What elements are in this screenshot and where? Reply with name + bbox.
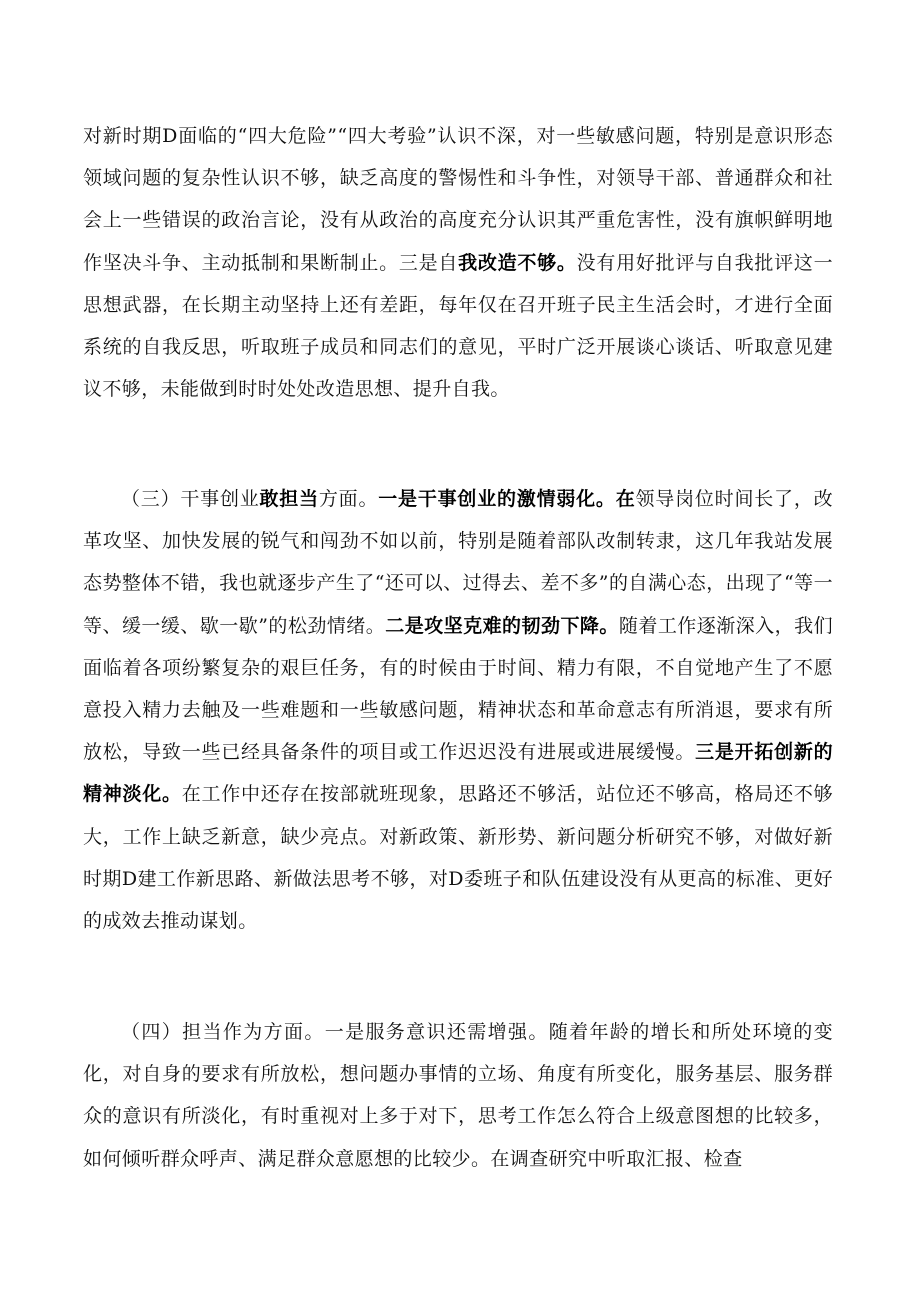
paragraph-1-text-2: 没有用好批评与自我批评这一思想武器，在长期主动坚持上还有差距，每年仅在召开班子民主生活会时，才进行全面系统的自我反思，听取班子成员和同志们的意见，平时广泛开展谈心谈话、听取意见建议不够，未能做到时时处处改造思想、提升自我。 bbox=[83, 251, 834, 401]
paragraph-2-bold-1: 敢担当 bbox=[259, 488, 319, 510]
paragraph-2-bold-4: 三是开拓创新的精神淡化。 bbox=[83, 741, 833, 806]
paragraph-3 bbox=[83, 1011, 833, 1180]
paragraph-2-bold-2: 一是干事创业的激情弱化。在 bbox=[378, 488, 636, 510]
paragraph-1-text-1: 对新时期D面临的“四大危险”“四大考验”认识不深，对一些敏感问题，特别是意识形态领域问题的复杂性认识不够，缺乏高度的警惕性和斗争性，对领导干部、普通群众和社会上一些错误的政治言论，没有从政治的高度充分认识其严重危害性，没有旗帜鲜明地作坚决斗争、主动抵制和果断制止。三是自 bbox=[83, 125, 833, 274]
paragraph-2-text-1: （三）干事创业 bbox=[121, 488, 260, 510]
paragraph-1 bbox=[83, 115, 833, 410]
paragraph-2-bold-3: 二是攻坚克难的韧劲下降。 bbox=[385, 614, 619, 637]
paragraph-2-text-5: 在工作中还存在按部就班现象，思路还不够活，站位还不够高，格局还不够大，工作上缺乏新意，缺少亮点。对新政策、新形势、新问题分析研究不够，对做好新时期D建工作新思路、新做法思考不够，对D委班子和队伍建设没有从更高的标准、更好的成效去推动谋划。 bbox=[83, 783, 833, 933]
paragraph-2-text-4: 随着工作逐渐深入，我们面临着各项纷繁复杂的艰巨任务，有的时候由于时间、精力有限，不自觉地产生了不愿意投入精力去触及一些难题和一些敏感问题，精神状态和革命意志有所消退，要求有所放松，导致一些已经具备条件的项目或工作迟迟没有进展或进展缓慢。 bbox=[83, 614, 833, 764]
paragraph-1-bold-1: 我改造不够。 bbox=[458, 251, 577, 274]
paragraph-3-text-1: （四）担当作为方面。一是服务意识还需增强。随着年龄的增长和所处环境的变化，对自身的要求有所放松，想问题办事情的立场、角度有所变化，服务基层、服务群众的意识有所淡化，有时重视对上多于对下，思考工作怎么符合上级意图想的比较多，如何倾听群众呼声、满足群众意愿想的比较少。在调查研究中听取汇报、检查 bbox=[83, 1021, 833, 1170]
paragraph-2-text-2: 方面。 bbox=[318, 488, 379, 510]
paragraph-2-text-3: 领导岗位时间长了，改革攻坚、加快发展的锐气和闯劲不如以前，特别是随着部队改制转隶，这几年我站发展态势整体不错，我也就逐步产生了“还可以、过得去、差不多”的自满心态，出现了“等一等、缓一缓、歇一歇”的松劲情绪。 bbox=[83, 488, 834, 637]
paragraph-2 bbox=[83, 478, 833, 942]
